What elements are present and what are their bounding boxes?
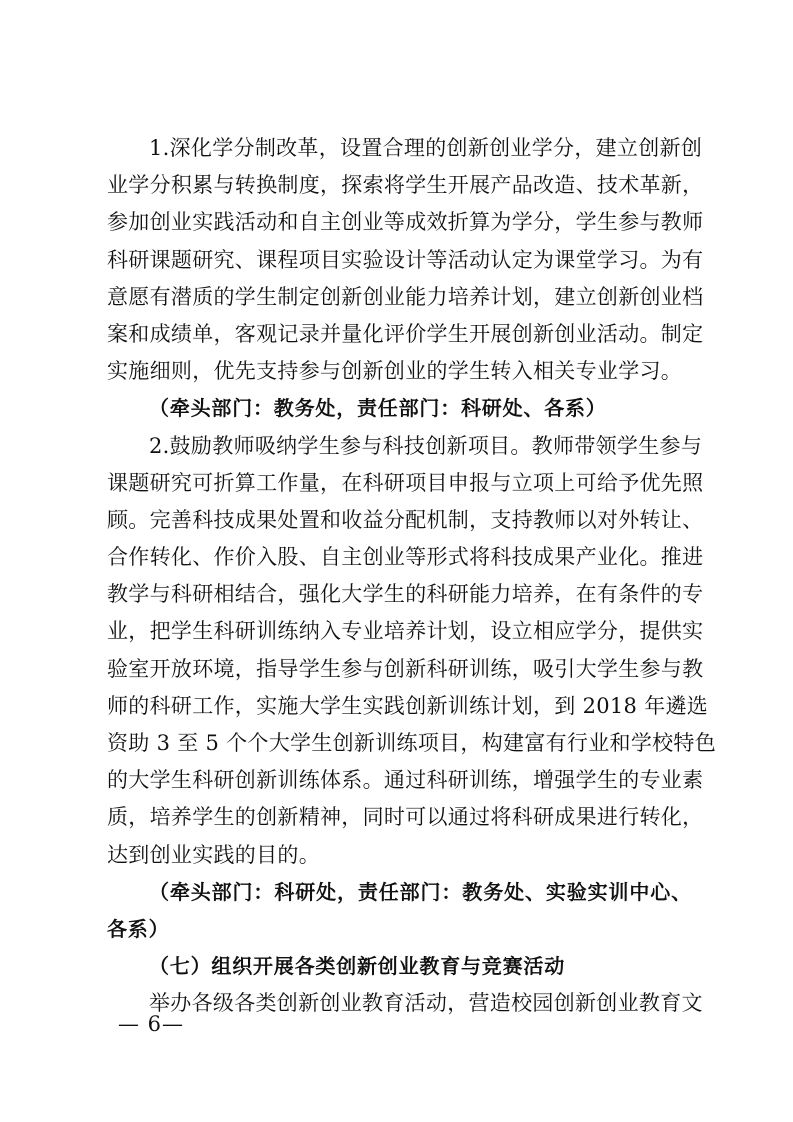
paragraph-line: 科研课题研究、课程项目实验设计等活动认定为课堂学习。为有 <box>107 247 704 272</box>
responsible-departments-2 <box>107 874 692 948</box>
responsible-line: （牵头部门：教务处，责任部门：科研处、各系） <box>149 396 607 421</box>
paragraph-3 <box>107 985 703 1022</box>
section-heading <box>107 948 692 985</box>
paragraph-line: 合作转化、作价入股、自主创业等形式将科技成果产业化。推进 <box>107 545 704 570</box>
paragraph-line: 实施细则，优先支持参与创新创业的学生转入相关专业学习。 <box>107 359 683 384</box>
responsible-line: （牵头部门：科研处，责任部门：教务处、实验实训中心、 <box>149 879 692 904</box>
paragraph-line: 举办各级各类创新创业教育活动，营造校园创新创业教育文 <box>149 991 703 1016</box>
paragraph-line: 教学与科研相结合，强化大学生的科研能力培养，在有条件的专 <box>107 582 704 607</box>
paragraph-line: 案和成绩单，客观记录并量化评价学生开展创新创业活动。制定 <box>107 321 704 346</box>
responsible-departments-1 <box>107 390 692 427</box>
paragraph-line: 业，把学生科研训练纳入专业培养计划，设立相应学分，提供实 <box>107 619 704 644</box>
paragraph-line: 顾。完善科技成果处置和收益分配机制，支持教师以对外转让、 <box>107 507 704 532</box>
paragraph-line: 1.深化学分制改革，设置合理的创新创业学分，建立创新创 <box>149 136 703 160</box>
paragraph-line: 达到创业实践的目的。 <box>107 842 320 867</box>
paragraph-line: 2.鼓励教师吸纳学生参与科技创新项目。教师带领学生参与 <box>149 433 703 458</box>
paragraph-line: 课题研究可折算工作量，在科研项目申报与立项上可给予优先照 <box>107 470 704 495</box>
paragraph-line: 验室开放环境，指导学生参与创新科研训练，吸引大学生参与教 <box>107 656 704 681</box>
paragraph-line: 意愿有潜质的学生制定创新创业能力培养计划，建立创新创业档 <box>107 284 704 309</box>
paragraph-line: 质，培养学生的创新精神，同时可以通过将科研成果进行转化， <box>107 805 704 830</box>
paragraph-line: 业学分积累与转换制度，探索将学生开展产品改造、技术革新， <box>107 173 704 198</box>
document-body <box>107 130 717 1023</box>
paragraph-2 <box>107 428 717 874</box>
section-heading-text: （七）组织开展各类创新创业教育与竞赛活动 <box>149 954 565 979</box>
paragraph-line: 师的科研工作，实施大学生实践创新训练计划，到 2018 年遴选 <box>107 693 709 718</box>
paragraph-line: 参加创业实践活动和自主创业等成效折算为学分，学生参与教师 <box>107 210 704 235</box>
paragraph-line: 的大学生科研创新训练体系。通过科研训练，增强学生的专业素 <box>107 768 704 793</box>
page-number: — 6— <box>118 1012 185 1036</box>
paragraph-1 <box>107 130 704 390</box>
paragraph-line: 资助 3 至 5 个个大学生创新训练项目，构建富有行业和学校特色 <box>107 731 717 755</box>
responsible-line: 各系） <box>107 916 170 941</box>
